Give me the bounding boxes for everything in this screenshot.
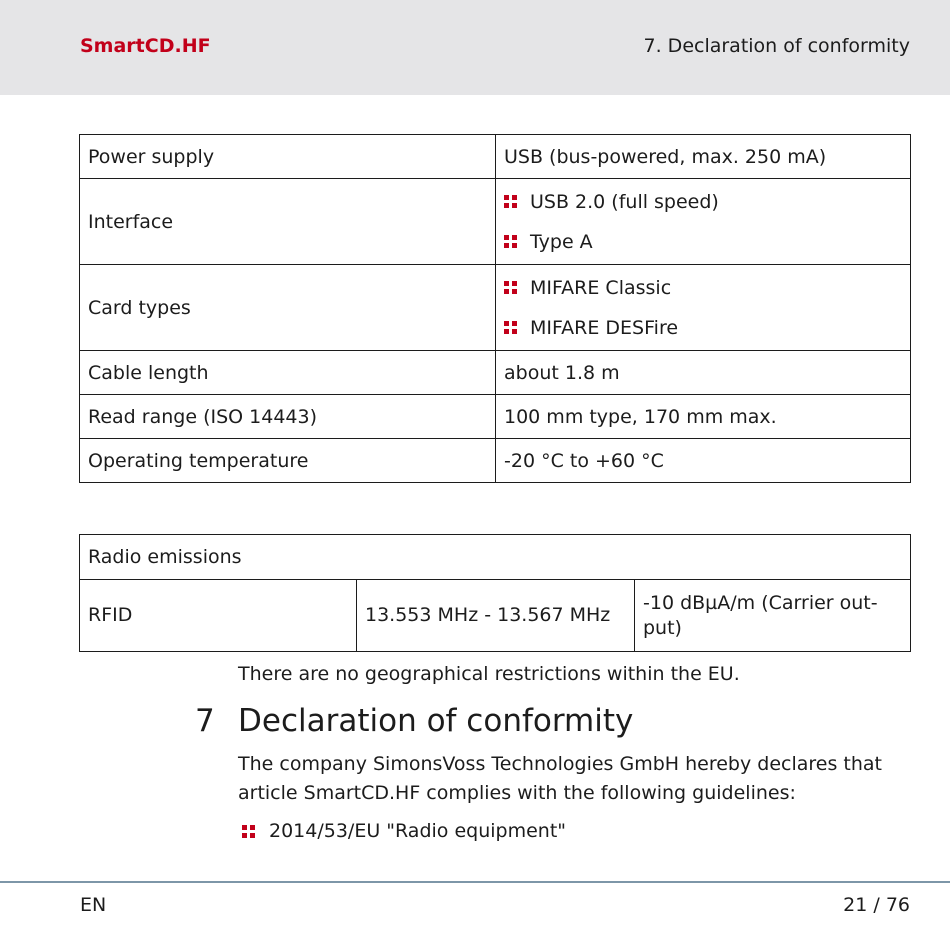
table-row bbox=[80, 580, 911, 652]
spec-label: Card types bbox=[80, 265, 496, 351]
spec-label: Power supply bbox=[80, 135, 496, 179]
guideline-item bbox=[242, 820, 566, 842]
table-row bbox=[80, 179, 911, 265]
spec-label: Operating temperature bbox=[80, 439, 496, 483]
spec-value bbox=[496, 179, 911, 265]
spec-label: Cable length bbox=[80, 351, 496, 395]
table-row bbox=[80, 395, 911, 439]
section-number: 7 bbox=[195, 703, 215, 739]
table-row bbox=[80, 265, 911, 351]
list-item-text: Type A bbox=[530, 230, 593, 253]
chapter-title: 7. Declaration of conformity bbox=[643, 35, 910, 57]
spec-value: 100 mm type, 170 mm max. bbox=[496, 395, 911, 439]
list-item bbox=[504, 182, 902, 222]
spec-value: -20 °C to +60 °C bbox=[496, 439, 911, 483]
bullet-icon bbox=[504, 281, 517, 294]
spec-value bbox=[496, 265, 911, 351]
page-header bbox=[0, 0, 950, 95]
table-row bbox=[80, 135, 911, 179]
table-row bbox=[80, 439, 911, 483]
radio-frequency: 13.553 MHz - 13.567 MHz bbox=[357, 580, 635, 652]
spec-label: Read range (ISO 14443) bbox=[80, 395, 496, 439]
radio-emissions-table bbox=[79, 534, 911, 652]
bullet-icon bbox=[504, 235, 517, 248]
spec-label: Interface bbox=[80, 179, 496, 265]
bullet-icon bbox=[504, 321, 517, 334]
list-item-text: MIFARE Classic bbox=[530, 276, 672, 299]
radio-emissions-header: Radio emissions bbox=[80, 535, 911, 580]
list-item bbox=[504, 268, 902, 308]
radio-output: -10 dBµA/m (Carrier out-put) bbox=[635, 580, 911, 652]
spec-value: USB (bus-powered, max. 250 mA) bbox=[496, 135, 911, 179]
spec-value: about 1.8 m bbox=[496, 351, 911, 395]
list-item-text: USB 2.0 (full speed) bbox=[530, 190, 719, 213]
specifications-table bbox=[79, 134, 911, 483]
list-item bbox=[504, 222, 902, 262]
declaration-paragraph: The company SimonsVoss Technologies GmbH hereby declares that article SmartCD.HF complies with the following guidelines: bbox=[238, 753, 882, 804]
brand-title: SmartCD.HF bbox=[80, 35, 211, 57]
bullet-icon bbox=[504, 195, 517, 208]
list-item bbox=[504, 308, 902, 348]
bullet-icon bbox=[242, 825, 255, 838]
page-number: 21 / 76 bbox=[843, 894, 910, 916]
section-heading: Declaration of conformity bbox=[238, 703, 634, 739]
radio-type: RFID bbox=[80, 580, 357, 652]
eu-restriction-note: There are no geographical restrictions within the EU. bbox=[238, 663, 740, 685]
table-row bbox=[80, 351, 911, 395]
table-header-row bbox=[80, 535, 911, 580]
list-item-text: MIFARE DESFire bbox=[530, 316, 679, 339]
guideline-text: 2014/53/EU "Radio equipment" bbox=[269, 820, 567, 842]
card-types-list bbox=[504, 268, 902, 348]
footer-divider bbox=[0, 881, 950, 883]
footer-language: EN bbox=[80, 894, 107, 916]
interface-list bbox=[504, 182, 902, 262]
